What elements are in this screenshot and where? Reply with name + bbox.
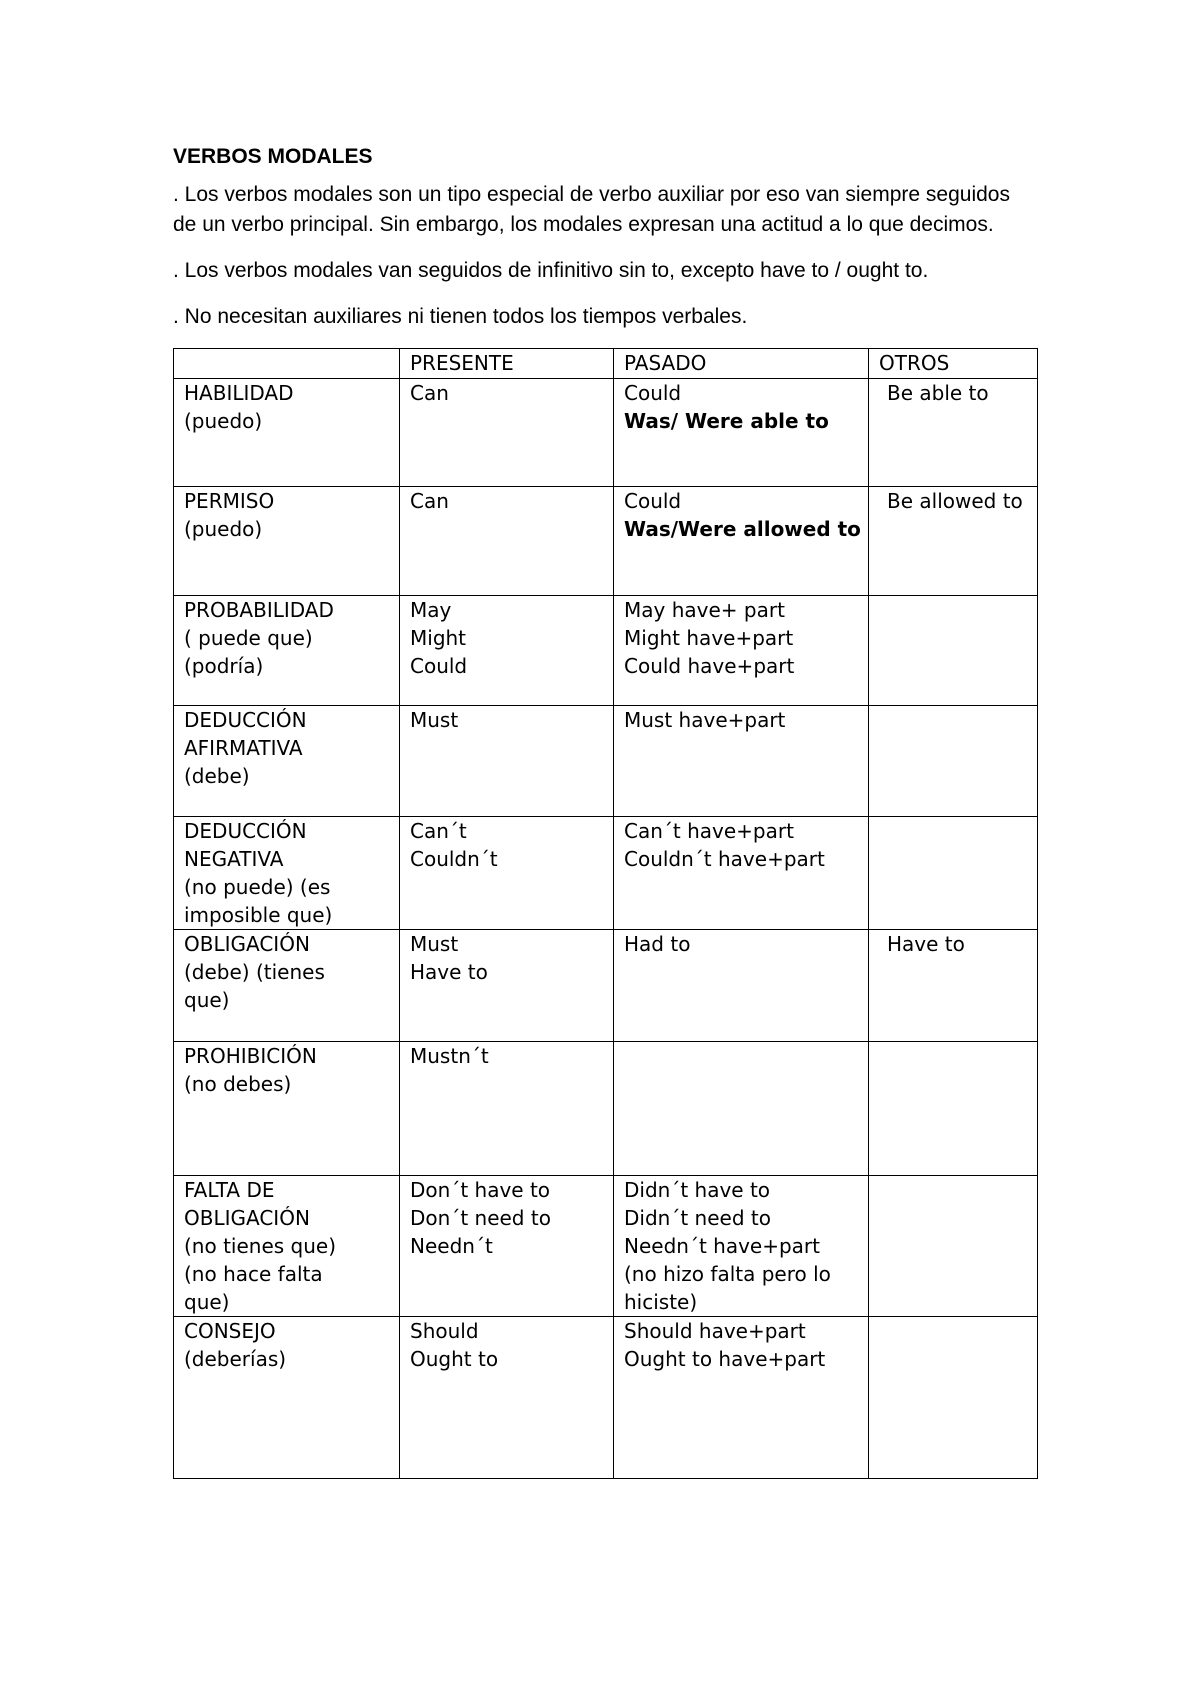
category-cell — [174, 596, 400, 706]
presente-line: Can´t — [410, 819, 467, 843]
otros-line: Be allowed to — [887, 489, 1023, 513]
paragraph-1: . Los verbos modales son un tipo especial de verbo auxiliar por eso van siempre seguidos de un verbo principal. Sin embargo, los modales expresan una actitud a lo que decimos. — [173, 183, 1010, 236]
category-line: (puedo) — [184, 409, 263, 433]
category-line: DEDUCCIÓN — [184, 819, 307, 843]
otros-cell — [869, 1317, 1038, 1479]
pasado-cell — [614, 1176, 869, 1317]
table-row — [174, 706, 1038, 817]
pasado-line: Could have+part — [624, 654, 795, 678]
presente-line: Couldn´t — [410, 847, 498, 871]
pasado-bold-line: Was/ Were able to — [624, 409, 829, 433]
pasado-line: Didn´t have to — [624, 1178, 771, 1202]
category-line: FALTA DE — [184, 1178, 275, 1202]
table-row — [174, 1042, 1038, 1176]
pasado-line: Needn´t have+part — [624, 1234, 820, 1258]
category-line: DEDUCCIÓN — [184, 708, 307, 732]
pasado-line: Could — [624, 381, 682, 405]
category-line: que) — [184, 988, 230, 1012]
header-cell-empty — [174, 349, 400, 379]
category-line: HABILIDAD — [184, 381, 294, 405]
presente-line: Have to — [410, 960, 488, 984]
header-cell-pasado: PASADO — [614, 349, 869, 379]
table-row — [174, 1176, 1038, 1317]
otros-cell — [869, 817, 1038, 930]
presente-line: Might — [410, 626, 467, 650]
pasado-cell — [614, 1042, 869, 1176]
presente-cell — [400, 379, 614, 487]
presente-cell — [400, 930, 614, 1042]
category-line: (debe) — [184, 764, 250, 788]
pasado-line: hiciste) — [624, 1290, 698, 1314]
category-line: OBLIGACIÓN — [184, 932, 310, 956]
category-line: AFIRMATIVA — [184, 736, 303, 760]
pasado-line: Must have+part — [624, 708, 786, 732]
otros-line: Have to — [887, 932, 965, 956]
category-line: (debe) (tienes — [184, 960, 325, 984]
pasado-line: Couldn´t have+part — [624, 847, 825, 871]
presente-line: Ought to — [410, 1347, 499, 1371]
category-line: (no debes) — [184, 1072, 292, 1096]
otros-cell — [869, 1176, 1038, 1317]
category-cell — [174, 1042, 400, 1176]
category-line: (deberías) — [184, 1347, 287, 1371]
presente-cell — [400, 817, 614, 930]
pasado-cell — [614, 930, 869, 1042]
category-line: OBLIGACIÓN — [184, 1206, 310, 1230]
category-cell — [174, 1317, 400, 1479]
otros-cell — [869, 930, 1038, 1042]
presente-cell — [400, 596, 614, 706]
pasado-cell — [614, 487, 869, 596]
category-line: CONSEJO — [184, 1319, 276, 1343]
document-title: VERBOS MODALES — [173, 145, 373, 168]
presente-line: Could — [410, 654, 468, 678]
presente-cell — [400, 706, 614, 817]
pasado-line: Should have+part — [624, 1319, 806, 1343]
presente-cell — [400, 1317, 614, 1479]
category-line: (no hace falta — [184, 1262, 323, 1286]
pasado-line: Could — [624, 489, 682, 513]
pasado-cell — [614, 817, 869, 930]
category-line: PROBABILIDAD — [184, 598, 334, 622]
pasado-cell — [614, 596, 869, 706]
pasado-cell — [614, 379, 869, 487]
category-cell — [174, 1176, 400, 1317]
pasado-line: (no hizo falta pero lo — [624, 1262, 831, 1286]
paragraph-3: . No necesitan auxiliares ni tienen todos los tiempos verbales. — [173, 305, 748, 328]
category-cell — [174, 817, 400, 930]
table-row — [174, 487, 1038, 596]
pasado-line: Didn´t need to — [624, 1206, 771, 1230]
category-line: PERMISO — [184, 489, 275, 513]
table-row — [174, 930, 1038, 1042]
category-line: (puedo) — [184, 517, 263, 541]
pasado-cell — [614, 1317, 869, 1479]
table-row — [174, 596, 1038, 706]
category-line: que) — [184, 1290, 230, 1314]
paragraph-2: . Los verbos modales van seguidos de infinitivo sin to, excepto have to / ought to. — [173, 259, 929, 282]
table-header-row — [174, 349, 1038, 379]
presente-line: Must — [410, 932, 459, 956]
table-row — [174, 817, 1038, 930]
presente-cell — [400, 1042, 614, 1176]
pasado-cell — [614, 706, 869, 817]
category-line: NEGATIVA — [184, 847, 284, 871]
presente-line: Don´t have to — [410, 1178, 551, 1202]
category-line: ( puede que) — [184, 626, 313, 650]
pasado-line: Might have+part — [624, 626, 794, 650]
otros-cell — [869, 596, 1038, 706]
header-cell-otros: OTROS — [869, 349, 1038, 379]
presente-line: Mustn´t — [410, 1044, 489, 1068]
category-line: imposible que) — [184, 903, 333, 927]
presente-line: Must — [410, 708, 459, 732]
document-page — [173, 140, 1037, 1479]
table-row — [174, 1317, 1038, 1479]
pasado-bold-line: Was/Were allowed to — [624, 517, 861, 541]
otros-cell — [869, 706, 1038, 817]
category-cell — [174, 930, 400, 1042]
pasado-line: Ought to have+part — [624, 1347, 826, 1371]
pasado-line: May have+ part — [624, 598, 785, 622]
category-cell — [174, 379, 400, 487]
category-line: PROHIBICIÓN — [184, 1044, 317, 1068]
modal-verbs-table — [173, 348, 1038, 1479]
pasado-line: Had to — [624, 932, 691, 956]
table-body — [174, 349, 1038, 1479]
presente-cell — [400, 487, 614, 596]
header-cell-presente: PRESENTE — [400, 349, 614, 379]
presente-line: Should — [410, 1319, 479, 1343]
otros-cell — [869, 379, 1038, 487]
otros-cell — [869, 487, 1038, 596]
presente-line: Needn´t — [410, 1234, 493, 1258]
pasado-line: Can´t have+part — [624, 819, 794, 843]
presente-line: Can — [410, 381, 449, 405]
category-cell — [174, 487, 400, 596]
category-line: (podría) — [184, 654, 264, 678]
otros-line: Be able to — [887, 381, 989, 405]
presente-line: Don´t need to — [410, 1206, 551, 1230]
category-cell — [174, 706, 400, 817]
category-line: (no puede) (es — [184, 875, 331, 899]
presente-line: Can — [410, 489, 449, 513]
otros-cell — [869, 1042, 1038, 1176]
presente-line: May — [410, 598, 452, 622]
table-row — [174, 379, 1038, 487]
presente-cell — [400, 1176, 614, 1317]
category-line: (no tienes que) — [184, 1234, 337, 1258]
